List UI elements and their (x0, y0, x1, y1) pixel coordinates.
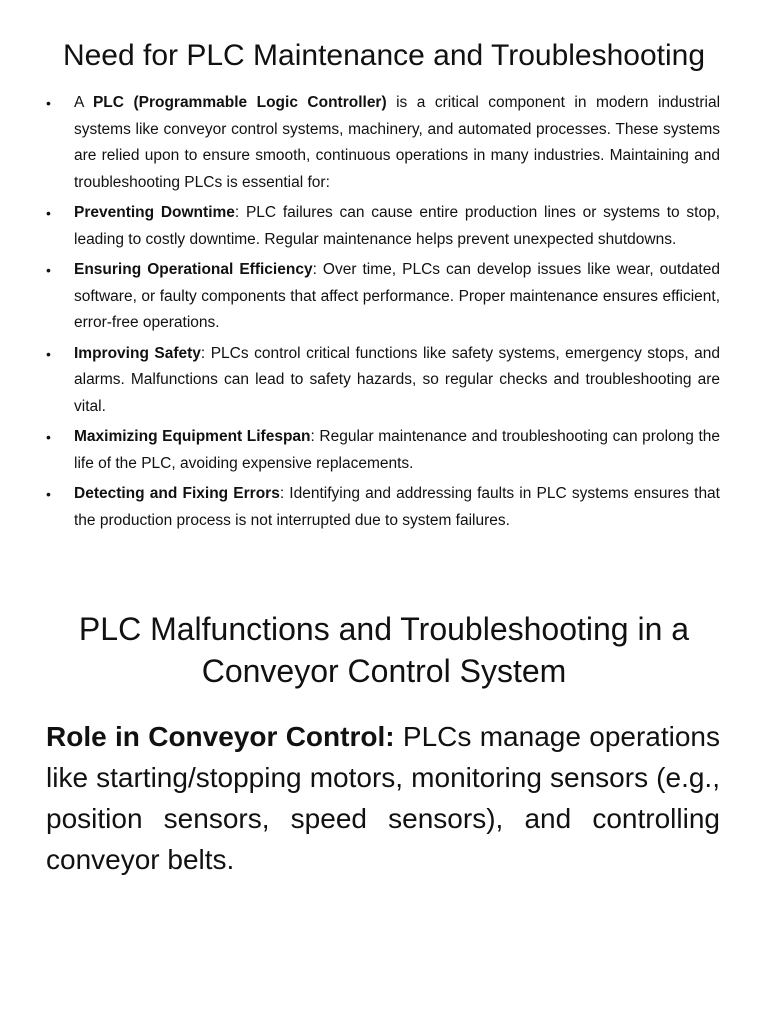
bullet-equipment-lifespan (46, 424, 720, 477)
bullet-preventing-downtime (46, 200, 720, 253)
bullet-improving-safety (46, 341, 720, 421)
bullet-term: Ensuring Operational Efficiency (74, 261, 313, 278)
bullet-icon: • (46, 95, 51, 111)
heading-2-line-2: Conveyor Control System (201, 653, 567, 689)
section-heading-malfunctions (0, 608, 768, 692)
bullet-text: : PLC failures can cause entire production lines or systems to stop, leading to costly downtime. Regular maintenance helps prevent unexpected shutdowns. (74, 204, 720, 248)
bullet-term: Detecting and Fixing Errors (74, 485, 280, 502)
bullet-text: : Identifying and addressing faults in PLC systems ensures that the production process is not interrupted due to system failures. (74, 485, 720, 529)
bullet-icon: • (46, 262, 51, 278)
bullet-fixing-errors (46, 481, 720, 534)
bullet-intro (46, 90, 720, 196)
bullet-text: : Over time, PLCs can develop issues like wear, outdated software, or faulty components that affect performance. Proper maintenance ensures efficient, error-free operations. (74, 261, 720, 331)
bullet-icon: • (46, 486, 51, 502)
bullet-operational-efficiency (46, 257, 720, 337)
bullet-icon: • (46, 205, 51, 221)
section-heading-maintenance: Need for PLC Maintenance and Troubleshooting (62, 39, 706, 72)
bullet-text: : PLCs control critical functions like safety systems, emergency stops, and alarms. Malfunctions can lead to safety hazards, so regular checks and troubleshooting are vital. (74, 344, 720, 415)
bullet-icon: • (46, 429, 51, 445)
bullet-term: Preventing Downtime (74, 204, 235, 221)
bullet-text: : Regular maintenance and troubleshooting can prolong the life of the PLC, avoiding expensive replacements. (74, 428, 720, 472)
role-paragraph (46, 716, 720, 880)
bullet-icon: • (46, 345, 51, 362)
heading-2-line-1: PLC Malfunctions and Troubleshooting in a (78, 611, 690, 647)
bullet-term: Maximizing Equipment Lifespan (74, 428, 311, 445)
role-text: PLCs manage operations like starting/stopping motors, monitoring sensors (e.g., position sensors, speed sensors), and controlling conveyor belts. (46, 721, 721, 875)
maintenance-bullet-list (46, 90, 720, 538)
bullet-term: Improving Safety (74, 344, 201, 362)
role-term: Role in Conveyor Control: (46, 721, 395, 752)
intro-text: is a critical component in modern industrial systems like conveyor control systems, machinery, and automated processes. These systems are relied upon to ensure smooth, continuous operations in many industries. Maintaining and troubleshooting PLCs is essential for: (74, 94, 721, 191)
intro-prefix: A (74, 94, 93, 111)
intro-bold-term: PLC (Programmable Logic Controller) (92, 94, 387, 111)
